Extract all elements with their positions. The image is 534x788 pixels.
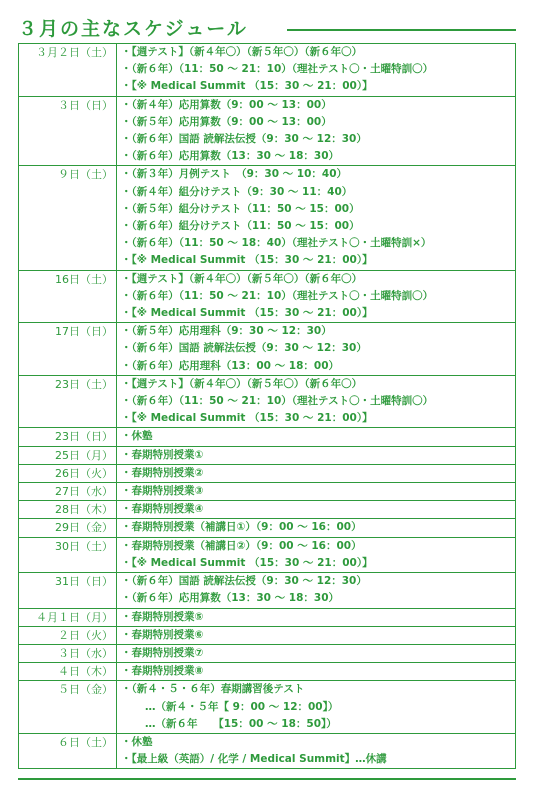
schedule-entry: ・【週テスト】（新４年〇）（新５年〇）（新６年〇） [121, 46, 363, 58]
schedule-entry: ・（新５年）応用算数（9：00 ～ 13：00） [121, 115, 332, 128]
schedule-entries [117, 323, 515, 375]
schedule-entries [117, 465, 515, 482]
schedule-row [19, 427, 515, 445]
schedule-entry: ・（新６年）（11：50 ～ 21：10）（理社テスト〇・土曜特訓〇） [121, 63, 434, 76]
schedule-row [19, 446, 515, 464]
schedule-date: ３日（水） [19, 645, 117, 662]
schedule-entry: ・春期特別授業（補講日②）（9：00 ～ 16：00） [121, 539, 362, 552]
schedule-entry: ・（新６年）応用算数（13：30 ～ 18：30） [121, 592, 340, 605]
schedule-date: 23日（日） [19, 428, 117, 445]
schedule-entry: ・【最上級（英語）/ 化学 / Medical Summit】…休講 [121, 753, 387, 766]
schedule-entries [117, 44, 515, 96]
schedule-date: 16日（土） [19, 271, 117, 323]
schedule-entries [117, 501, 515, 518]
schedule-row [19, 96, 515, 166]
schedule-date: 29日（金） [19, 519, 117, 536]
schedule-row [19, 662, 515, 680]
schedule-entries [117, 734, 515, 768]
schedule-entry: ・（新６年）国語 読解法伝授（9：30 ～ 12：30） [121, 342, 367, 355]
schedule-entry: ・（新５年）応用理科（9：30 ～ 12：30） [121, 325, 332, 338]
schedule-entry: ・（新４・５・６年）春期講習後テスト [121, 683, 305, 696]
schedule-date: 28日（木） [19, 501, 117, 518]
schedule-date: ６日（土） [19, 734, 117, 768]
schedule-entry: ・春期特別授業⑦ [121, 646, 204, 659]
schedule-entry: …（新４・５年【 9：00 ～ 12：00】） [145, 700, 339, 713]
schedule-date: 30日（土） [19, 538, 117, 572]
schedule-date: ９日（土） [19, 166, 117, 269]
schedule-entry: ・春期特別授業⑥ [121, 628, 204, 641]
schedule-date: ４月１日（月） [19, 609, 117, 626]
schedule-date: ２日（火） [19, 627, 117, 644]
schedule-entries [117, 538, 515, 572]
schedule-entry: ・休塾 [121, 735, 153, 748]
schedule-table [18, 43, 516, 769]
schedule-date: 31日（日） [19, 573, 117, 607]
schedule-entry: ・春期特別授業① [121, 448, 204, 461]
bottom-rule [18, 778, 516, 780]
schedule-date: 23日（土） [19, 376, 117, 428]
schedule-entry: …（新６年 【15：00 ～ 18：50】） [145, 717, 337, 730]
schedule-date: 25日（月） [19, 447, 117, 464]
schedule-row [19, 464, 515, 482]
schedule-date: 17日（日） [19, 323, 117, 375]
schedule-entry: ・（新３年）月例テスト （9：30 ～ 10：40） [121, 168, 348, 181]
schedule-entry: ・春期特別授業③ [121, 485, 204, 498]
schedule-date: ３月２日（土） [19, 44, 117, 96]
schedule-row [19, 608, 515, 626]
schedule-row [19, 626, 515, 644]
schedule-entries [117, 573, 515, 607]
schedule-entry: ・（新６年）応用算数（13：30 ～ 18：30） [121, 150, 340, 163]
schedule-entry: ・春期特別授業② [121, 466, 204, 479]
schedule-entry: ・春期特別授業⑧ [121, 665, 204, 678]
schedule-entries [117, 376, 515, 428]
schedule-entry: ・（新４年）組分けテスト（9：30 ～ 11：40） [121, 185, 353, 198]
schedule-row [19, 375, 515, 428]
schedule-entry: ・【※ Medical Summit （15：30 ～ 21：00）】 [121, 307, 373, 320]
schedule-entries [117, 166, 515, 269]
schedule-entries [117, 627, 515, 644]
schedule-entry: ・【※ Medical Summit （15：30 ～ 21：00）】 [121, 254, 373, 267]
schedule-entries [117, 483, 515, 500]
schedule-entry: ・（新６年）国語 読解法伝授（9：30 ～ 12：30） [121, 575, 367, 588]
schedule-entry: ・（新４年）応用算数（9：00 ～ 13：00） [121, 98, 332, 111]
page-title: ３月の主なスケジュール [18, 18, 248, 40]
schedule-row [19, 165, 515, 269]
schedule-row [19, 322, 515, 375]
schedule-entry: ・【※ Medical Summit （15：30 ～ 21：00）】 [121, 556, 373, 569]
schedule-row [19, 500, 515, 518]
schedule-row [19, 680, 515, 733]
schedule-entry: ・（新６年）（11：50 ～ 21：10）（理社テスト〇・土曜特訓〇） [121, 395, 434, 408]
schedule-date: 27日（水） [19, 483, 117, 500]
schedule-entry: ・（新６年）国語 読解法伝授（9：30 ～ 12：30） [121, 133, 367, 146]
schedule-entries [117, 645, 515, 662]
schedule-entries [117, 609, 515, 626]
schedule-entry: ・（新６年）応用理科（13：00 ～ 18：00） [121, 359, 340, 372]
schedule-date: ５日（金） [19, 681, 117, 733]
schedule-entry: ・（新６年）（11：50 ～ 18：40）（理社テスト〇・土曜特訓×） [121, 237, 432, 250]
schedule-entries [117, 663, 515, 680]
schedule-row [19, 44, 515, 96]
schedule-entry: ・【週テスト】（新４年〇）（新５年〇）（新６年〇） [121, 377, 363, 390]
schedule-date: ４日（木） [19, 663, 117, 680]
schedule-row [19, 733, 515, 768]
schedule-entry: ・（新６年）（11：50 ～ 21：10）（理社テスト〇・土曜特訓〇） [121, 289, 434, 302]
schedule-entries [117, 681, 515, 733]
schedule-row [19, 518, 515, 536]
schedule-entries [117, 428, 515, 445]
schedule-row [19, 537, 515, 572]
schedule-entry: ・春期特別授業④ [121, 503, 204, 516]
schedule-row [19, 644, 515, 662]
schedule-entry: ・（新５年）組分けテスト（11：50 ～ 15：00） [121, 202, 360, 215]
schedule-row [19, 572, 515, 607]
schedule-entry: ・春期特別授業⑤ [121, 610, 204, 623]
schedule-date: ３日（日） [19, 97, 117, 166]
schedule-entry: ・休塾 [121, 430, 153, 443]
schedule-entries [117, 519, 515, 536]
schedule-row [19, 482, 515, 500]
schedule-date: 26日（火） [19, 465, 117, 482]
schedule-entry: ・春期特別授業（補講日①）（9：00 ～ 16：00） [121, 521, 362, 534]
schedule-entries [117, 271, 515, 323]
schedule-entry: ・（新６年）組分けテスト（11：50 ～ 15：00） [121, 220, 360, 233]
schedule-entry: ・【※ Medical Summit （15：30 ～ 21：00）】 [121, 412, 373, 425]
schedule-entry: ・【週テスト】（新４年〇）（新５年〇）（新６年〇） [121, 272, 363, 285]
schedule-row [19, 270, 515, 323]
schedule-entry: ・【※ Medical Summit （15：30 ～ 21：00）】 [121, 80, 373, 93]
title-rule [287, 29, 516, 31]
schedule-entries [117, 447, 515, 464]
schedule-entries [117, 97, 515, 166]
